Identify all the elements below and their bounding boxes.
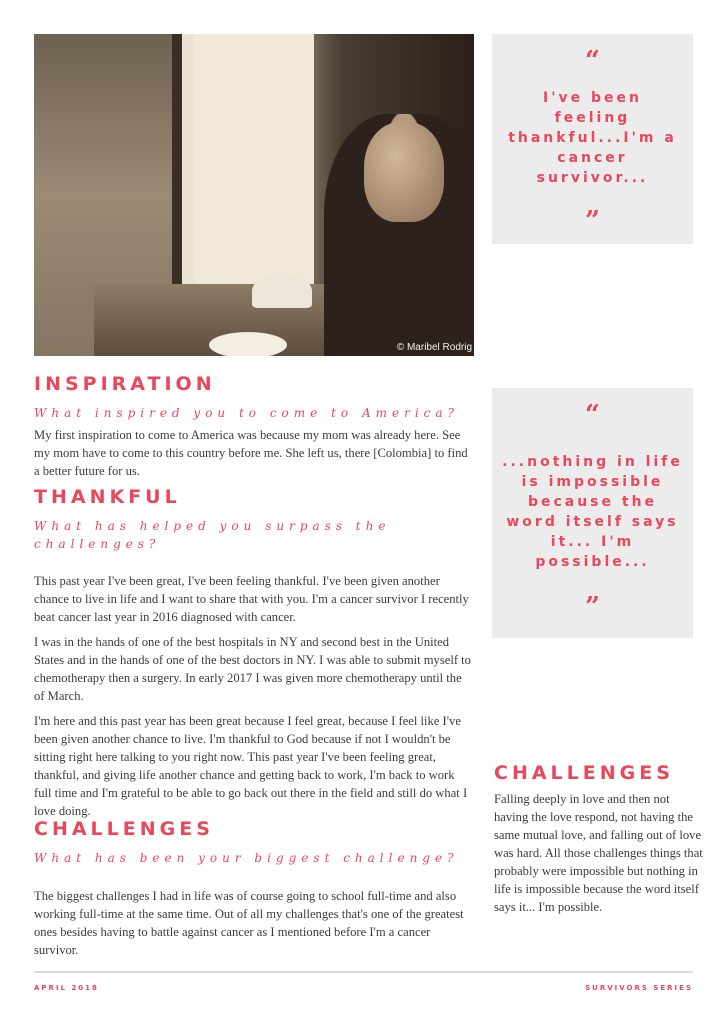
footer-series: SURVIVORS SERIES [585,984,693,992]
thankful-paragraph-2: I was in the hands of one of the best hospitals in NY and second best in the United States and in the hands of one of the best doctors in NY. I was able to submit myself to chemotherapy then a surgery. In early 2017 I was given more chemotherapy until the of March. [34,635,471,703]
open-quote-icon: “ [585,46,600,76]
portrait-photo [34,34,474,356]
challenges-question: What has been your biggest challenge? [34,851,459,865]
cap-shape [252,274,312,308]
sidebar-challenges-body: Falling deeply in love and then not having the love respond, not having the same mutual love, and falling out of love was hard. All those challenges things that probably were impossible but nothing in life is impossible because the word itself says it... I'm possible. [494,792,703,914]
inspiration-question: What inspired you to come to America? [34,406,459,420]
thankful-paragraph-1: This past year I've been great, I've been feeling thankful. I've been given another chance to live in life and I want to share that with you. I'm a cancer survivor I recently beat cancer last year in 2016 diagnosed with cancer. [34,574,469,624]
pull-quote-2 [492,388,693,638]
footer-date: APRIL 2018 [34,984,99,992]
close-quote-icon: ” [585,592,600,622]
plate-shape [209,332,287,356]
pull-quote-text: I've been feeling thankful...I'm a cancer survivor... [508,90,677,186]
challenges-heading: CHALLENGES [34,818,214,840]
close-quote-icon: ” [585,206,600,236]
open-quote-icon: “ [585,400,600,430]
pull-quote-1 [492,34,693,244]
thankful-question: What has helped you surpass the challenges? [34,519,391,551]
sidebar-challenges-heading: CHALLENGES [494,762,674,784]
wall-shape [194,34,314,284]
photo-credit: © Maribel Rodrig [396,342,472,353]
head-shape [364,122,444,222]
challenges-body: The biggest challenges I had in life was of course going to school full-time and also working full-time at the same time. Out of all my challenges that's one of the greatest ones besides having to battle against cancer as I mentioned before I'm a cancer survivor. [34,889,464,957]
inspiration-heading: INSPIRATION [34,373,216,395]
footer-divider [34,971,693,973]
thankful-heading: THANKFUL [34,486,181,508]
inspiration-body: My first inspiration to come to America was because my mom was already here. See my mom have to come to this country before me. She left us, there [Colombia] to find a better future for us. [34,428,468,478]
pull-quote-text: ...nothing in life is impossible because the word itself says it... I'm possible... [502,454,683,570]
thankful-paragraph-3: I'm here and this past year has been great because I feel great, because I feel like I've been given another chance to live. I'm thankful to God because if not I wouldn't be sitting right here talking to you right now. This past year I've been feeling great, thankful, and giving life another chance and getting back to work, I'm back to work full time and I'm grateful to be able to go back out there in the field and still do what I love doing. [34,714,468,818]
